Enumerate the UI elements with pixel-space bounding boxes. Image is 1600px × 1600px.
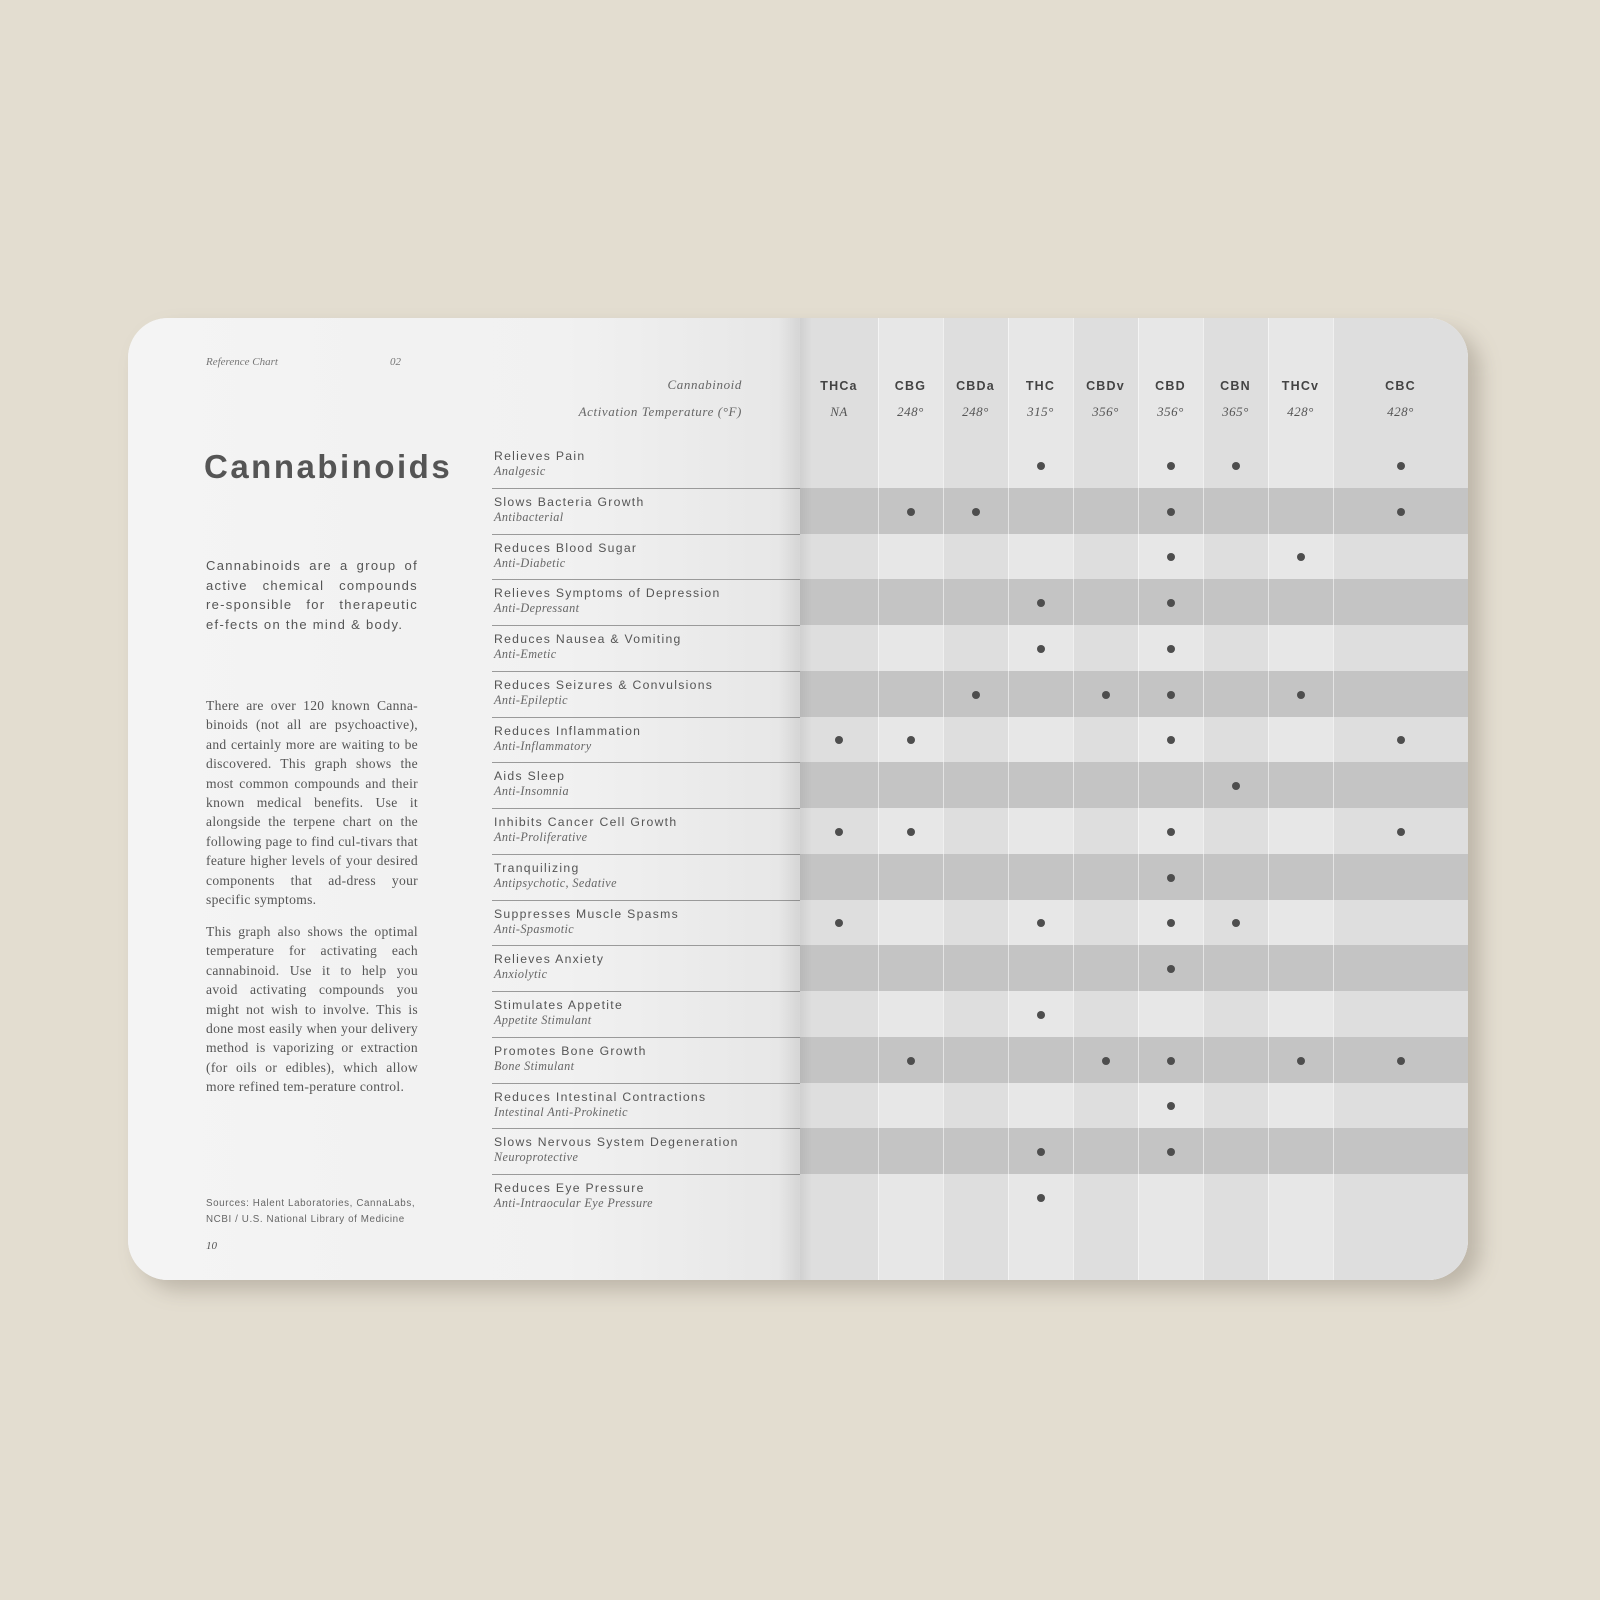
effect-name: Antibacterial — [494, 509, 564, 524]
effect-name: Anti-Spasmotic — [494, 921, 575, 936]
benefit-dot — [1232, 919, 1240, 927]
sources-line-2: NCBI / U.S. National Library of Medicine — [206, 1214, 405, 1225]
activation-temperature: 315° — [1027, 404, 1054, 419]
benefit-dot — [1167, 1102, 1175, 1110]
table-row — [494, 1037, 794, 1083]
effect-name: Intestinal Anti-Prokinetic — [494, 1104, 628, 1119]
benefit-dot — [835, 828, 843, 836]
sources-note — [206, 1196, 446, 1228]
body-paragraph-1: There are over 120 known Canna-binoids (not all are psychoactive), and certainly more are waiting to be discovered. This graph shows the most common compounds and their known medical benefits. Use it alongside the terpene chart on the following page to find cul-tivars that feature higher levels of your desired components that ad-dress your specific symptoms. — [206, 698, 418, 908]
column-divider — [878, 318, 879, 1280]
benefit-dot — [1167, 599, 1175, 607]
benefit-name: Reduces Eye Pressure — [494, 1181, 645, 1195]
benefit-dot — [907, 508, 915, 516]
activation-temperature: 428° — [1287, 404, 1314, 419]
effect-name: Anti-Insomnia — [494, 784, 569, 799]
running-number: 02 — [390, 356, 401, 368]
table-row — [494, 1128, 794, 1174]
benefit-name: Relieves Symptoms of Depression — [494, 586, 721, 601]
effect-name: Antipsychotic, Sedative — [494, 875, 617, 890]
effect-name: Anti-Diabetic — [494, 555, 566, 570]
row-band — [800, 762, 1468, 808]
benefit-dot — [1167, 553, 1175, 561]
temperature-header-label: Activation Temperature (°F) — [578, 404, 742, 419]
benefit-dot — [1297, 1057, 1305, 1065]
cannabinoid-name: THC — [1025, 379, 1056, 393]
column-divider — [1203, 318, 1204, 1280]
running-title: Reference Chart — [206, 356, 278, 368]
benefit-name: Reduces Intestinal Contractions — [494, 1089, 707, 1104]
activation-temperature: 248° — [897, 404, 924, 419]
benefit-name: Reduces Nausea & Vomiting — [494, 632, 682, 646]
table-row — [494, 717, 794, 763]
benefit-name: Slows Bacteria Growth — [494, 494, 645, 509]
row-band — [800, 488, 1468, 534]
cannabinoid-name: CBG — [894, 379, 927, 393]
benefit-name: Relieves Pain — [494, 449, 586, 463]
column-divider — [943, 318, 944, 1280]
effect-name: Anti-Emetic — [494, 647, 557, 661]
table-row — [494, 945, 794, 991]
page-title: Cannabinoids — [204, 448, 453, 485]
benefit-dot — [972, 691, 980, 699]
benefit-dot — [1167, 691, 1175, 699]
benefit-dot — [1167, 462, 1175, 470]
column-header-thca — [807, 379, 871, 420]
cannabinoid-name: CBD — [1155, 379, 1186, 393]
benefit-name: Suppresses Muscle Spasms — [494, 906, 679, 921]
table-row — [494, 579, 794, 625]
benefit-dot — [1102, 691, 1110, 699]
row-band — [800, 579, 1468, 625]
column-divider — [1008, 318, 1009, 1280]
benefit-dot — [1167, 874, 1175, 882]
column-header-cbda — [944, 379, 1008, 420]
activation-temperature: NA — [830, 404, 848, 419]
benefit-dot — [1297, 691, 1305, 699]
benefit-dot — [1232, 782, 1240, 790]
effect-name: Neuroprotective — [494, 1150, 579, 1165]
activation-temperature: 248° — [962, 404, 989, 419]
sources-line-1: Sources: Halent Laboratories, CannaLabs, — [206, 1198, 416, 1209]
column-header-cbd — [1139, 379, 1203, 420]
column-divider — [1333, 318, 1334, 1280]
row-band — [800, 945, 1468, 991]
column-header-cbdv — [1074, 379, 1138, 420]
benefit-name: Reduces Inflammation — [494, 723, 642, 738]
benefit-dot — [1397, 828, 1405, 836]
column-divider — [1268, 318, 1269, 1280]
column-header-thcv — [1269, 379, 1333, 420]
benefit-dot — [1167, 736, 1175, 744]
benefit-dot — [1037, 1011, 1045, 1019]
table-row — [494, 442, 794, 488]
cannabinoid-name: CBDv — [1086, 379, 1125, 393]
table-row — [494, 762, 794, 808]
benefit-dot — [1102, 1057, 1110, 1065]
cannabinoid-header-label: Cannabinoid — [667, 377, 742, 392]
benefit-dot — [1167, 1148, 1175, 1156]
open-book — [128, 318, 1468, 1280]
benefit-dot — [1397, 462, 1405, 470]
benefit-name: Reduces Seizures & Convulsions — [494, 677, 714, 692]
row-band — [800, 1037, 1468, 1083]
page-number: 10 — [206, 1240, 217, 1252]
benefit-dot — [972, 508, 980, 516]
row-band — [800, 854, 1468, 900]
table-row — [494, 488, 794, 534]
row-band — [800, 1128, 1468, 1174]
benefit-dot — [1397, 508, 1405, 516]
benefit-dot — [1167, 508, 1175, 516]
column-header-thc — [1009, 379, 1073, 420]
table-row — [494, 808, 794, 854]
cannabinoid-name: THCv — [1281, 379, 1320, 393]
benefit-dot — [1232, 462, 1240, 470]
effect-name: Anxiolytic — [494, 967, 548, 982]
table-row — [494, 1083, 794, 1129]
benefit-dot — [1037, 645, 1045, 653]
effect-name: Anti-Epileptic — [494, 692, 568, 707]
benefit-name: Tranquilizing — [494, 860, 580, 875]
table-row — [494, 671, 794, 717]
benefit-dot — [1397, 736, 1405, 744]
table-row — [494, 1174, 794, 1220]
body-paragraph-2: This graph also shows the optimal temperature for activating each cannabinoid. Use it to help you avoid activating compounds you might not wish to involve. This is done most easily when your delivery method is vaporizing or extraction (for oils or edibles), which allow more refined tem-perature control. — [206, 924, 418, 1095]
benefit-name: Aids Sleep — [494, 769, 566, 784]
cannabinoid-name: CBDa — [956, 379, 995, 393]
activation-temperature: 356° — [1157, 404, 1184, 419]
benefit-dot — [1167, 919, 1175, 927]
benefit-name: Promotes Bone Growth — [494, 1043, 647, 1058]
activation-temperature: 428° — [1387, 404, 1414, 419]
benefit-dot — [1037, 599, 1045, 607]
benefit-name: Reduces Blood Sugar — [494, 540, 638, 555]
benefit-dot — [1037, 919, 1045, 927]
cannabinoid-name: CBC — [1385, 379, 1416, 393]
benefit-dot — [907, 1057, 915, 1065]
effect-name: Bone Stimulant — [494, 1058, 575, 1073]
effect-name: Analgesic — [494, 464, 546, 478]
table-row — [494, 534, 794, 580]
benefit-dot — [1397, 1057, 1405, 1065]
benefit-dot — [1167, 965, 1175, 973]
benefit-name: Slows Nervous System Degeneration — [494, 1135, 739, 1150]
effect-name: Anti-Intraocular Eye Pressure — [494, 1196, 653, 1210]
effect-name: Appetite Stimulant — [494, 1013, 592, 1027]
effect-name: Anti-Depressant — [494, 601, 580, 616]
benefit-dot — [1167, 828, 1175, 836]
table-row — [494, 854, 794, 900]
benefit-dot — [907, 828, 915, 836]
effect-name: Anti-Proliferative — [494, 830, 588, 844]
column-divider — [1138, 318, 1139, 1280]
row-band — [800, 671, 1468, 717]
table-row — [494, 991, 794, 1037]
column-header-cbn — [1204, 379, 1268, 420]
activation-temperature: 365° — [1222, 404, 1249, 419]
intro-text: Cannabinoids are a group of active chemical compounds re-sponsible for therapeutic ef-fects on the mind & body. — [206, 558, 418, 632]
benefit-name: Relieves Anxiety — [494, 952, 605, 967]
column-divider — [1073, 318, 1074, 1280]
benefit-name: Stimulates Appetite — [494, 998, 624, 1012]
benefit-dot — [1037, 462, 1045, 470]
benefit-dot — [907, 736, 915, 744]
benefit-dot — [1037, 1148, 1045, 1156]
cannabinoid-name: THCa — [820, 379, 858, 393]
activation-temperature: 356° — [1092, 404, 1119, 419]
benefit-dot — [1167, 1057, 1175, 1065]
column-header-cbg — [879, 379, 943, 420]
table-row — [494, 900, 794, 946]
benefit-dot — [1167, 645, 1175, 653]
cannabinoid-name: CBN — [1220, 379, 1251, 393]
table-row — [494, 625, 794, 671]
benefit-dot — [1297, 553, 1305, 561]
benefit-dot — [1037, 1194, 1045, 1202]
column-header-cbc — [1369, 379, 1433, 420]
benefit-name: Inhibits Cancer Cell Growth — [494, 815, 678, 829]
effect-name: Anti-Inflammatory — [494, 738, 592, 753]
